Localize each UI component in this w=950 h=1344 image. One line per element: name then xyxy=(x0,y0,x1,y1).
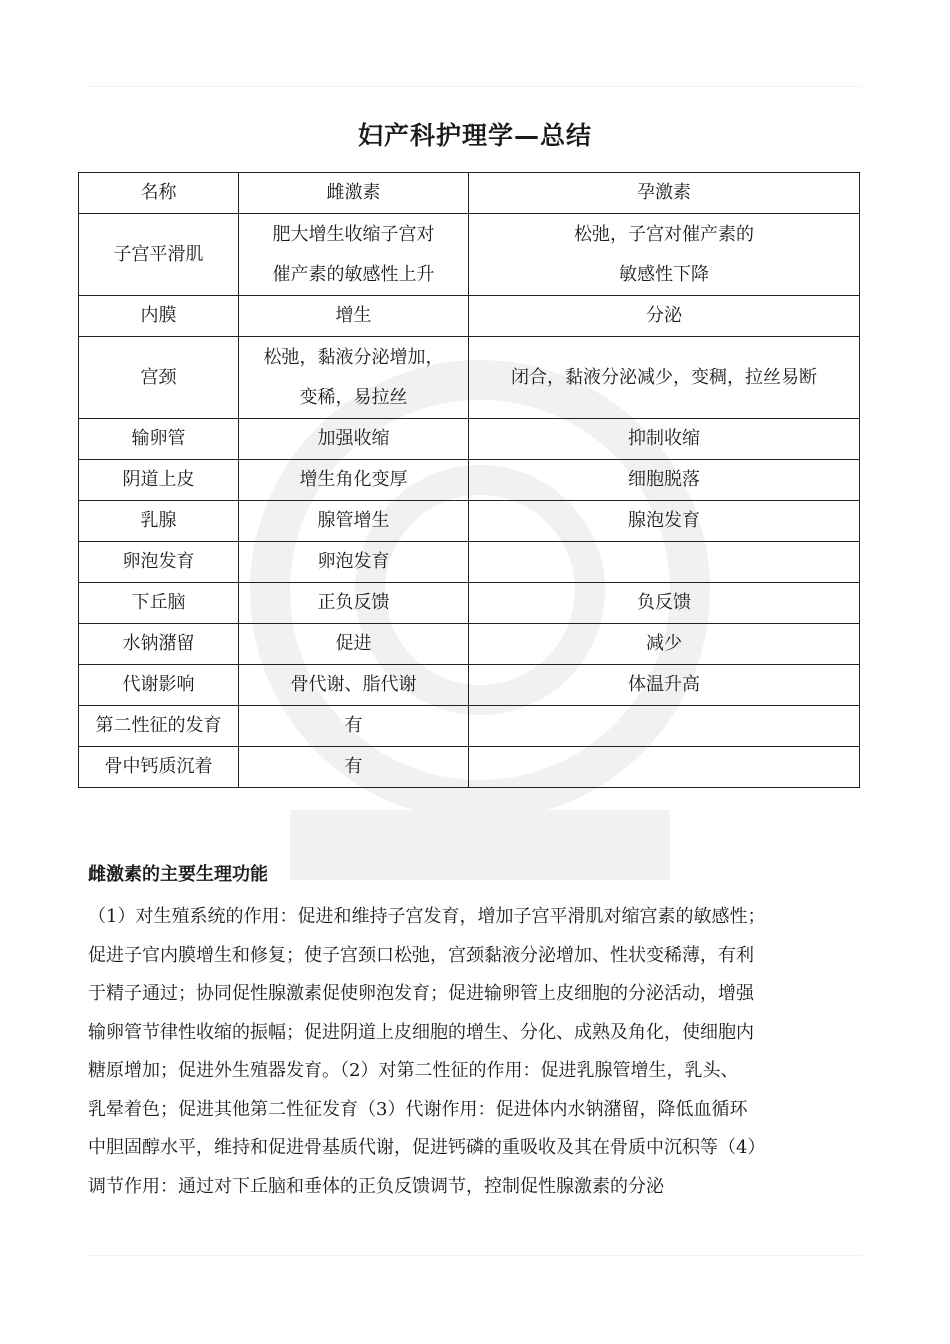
row-name-cell: 阴道上皮 xyxy=(79,460,239,501)
table-row xyxy=(79,460,860,501)
progesterone-cell xyxy=(469,296,860,337)
estrogen-cell xyxy=(239,419,469,460)
estrogen-cell xyxy=(239,542,469,583)
estrogen-cell-line: 正负反馈 xyxy=(317,592,390,613)
estrogen-cell-line: 催产素的敏感性上升 xyxy=(272,263,435,285)
progesterone-cell-line: 闭合，黏液分泌减少，变稠，拉丝易断 xyxy=(511,366,817,388)
table-row xyxy=(79,501,860,542)
estrogen-cell xyxy=(239,583,469,624)
table-row xyxy=(79,624,860,665)
row-name-cell: 输卵管 xyxy=(79,419,239,460)
paragraph-line: 中胆固醇水平，维持和促进骨基质代谢，促进钙磷的重吸收及其在骨质中沉积等（4） xyxy=(88,1137,766,1158)
estrogen-cell-line: 有 xyxy=(344,715,363,736)
estrogen-cell-line: 变稀，易拉丝 xyxy=(299,386,408,408)
estrogen-cell-line: 骨代谢、脂代谢 xyxy=(290,674,417,695)
estrogen-cell xyxy=(239,296,469,337)
hormone-comparison-table xyxy=(78,172,860,788)
estrogen-cell xyxy=(239,624,469,665)
progesterone-cell-line: 体温升高 xyxy=(628,674,700,695)
estrogen-cell-line: 松弛，黏液分泌增加， xyxy=(263,346,444,368)
estrogen-cell-line: 增生角化变厚 xyxy=(299,469,408,490)
estrogen-cell xyxy=(239,214,469,296)
table-row xyxy=(79,419,860,460)
paragraph-line: 乳晕着色；促进其他第二性征发育（3）代谢作用：促进体内水钠潴留，降低血循环 xyxy=(88,1098,748,1120)
row-name-cell: 下丘脑 xyxy=(79,583,239,624)
progesterone-cell-line: 腺泡发育 xyxy=(628,510,700,531)
estrogen-cell xyxy=(239,706,469,747)
table-row xyxy=(79,583,860,624)
progesterone-cell xyxy=(469,624,860,665)
header-progesterone: 孕激素 xyxy=(469,173,860,214)
row-name-cell: 宫颈 xyxy=(79,337,239,419)
row-name-cell: 子宫平滑肌 xyxy=(79,214,239,296)
progesterone-cell xyxy=(469,542,860,583)
estrogen-cell xyxy=(239,747,469,788)
table-row xyxy=(79,706,860,747)
paragraph-line: 输卵管节律性收缩的振幅；促进阴道上皮细胞的增生、分化、成熟及角化，使细胞内 xyxy=(88,1021,754,1043)
section-heading: 雌激素的主要生理功能 xyxy=(88,864,268,885)
row-name-cell: 水钠潴留 xyxy=(79,624,239,665)
estrogen-cell-line: 增生 xyxy=(335,305,372,326)
progesterone-cell-line: 细胞脱落 xyxy=(628,469,700,490)
row-name-cell: 骨中钙质沉着 xyxy=(79,747,239,788)
estrogen-cell xyxy=(239,460,469,501)
table-row xyxy=(79,542,860,583)
estrogen-cell-line: 促进 xyxy=(335,633,372,654)
progesterone-cell xyxy=(469,583,860,624)
estrogen-cell xyxy=(239,665,469,706)
progesterone-cell-line: 松弛，子宫对催产素的 xyxy=(574,223,754,245)
progesterone-cell xyxy=(469,419,860,460)
top-rule xyxy=(88,86,862,87)
progesterone-cell-line: 减少 xyxy=(646,633,682,654)
table-row xyxy=(79,296,860,337)
paragraph-line: 促进子官内膜增生和修复；使子宫颈口松弛，宫颈黏液分泌增加、性状变稀薄，有利 xyxy=(88,944,754,966)
table-header-row xyxy=(79,173,860,214)
progesterone-cell xyxy=(469,337,860,419)
progesterone-cell xyxy=(469,665,860,706)
header-name: 名称 xyxy=(79,173,239,214)
estrogen-cell-line: 加强收缩 xyxy=(317,428,390,449)
section-paragraph xyxy=(88,898,878,1206)
table-row xyxy=(79,747,860,788)
progesterone-cell xyxy=(469,747,860,788)
progesterone-cell-line: 负反馈 xyxy=(637,592,691,613)
progesterone-cell xyxy=(469,214,860,296)
estrogen-cell-line: 卵泡发育 xyxy=(317,551,390,572)
estrogen-cell-line: 腺管增生 xyxy=(317,510,390,531)
paragraph-line: （1）对生殖系统的作用：促进和维持子宫发育，增加子宫平滑肌对缩宫素的敏感性； xyxy=(88,906,766,927)
page-title: 妇产科护理学—总结 xyxy=(357,121,592,150)
estrogen-cell xyxy=(239,337,469,419)
estrogen-cell-line: 肥大增生收缩子宫对 xyxy=(272,223,435,245)
progesterone-cell-line: 敏感性下降 xyxy=(619,263,709,285)
bottom-rule xyxy=(88,1255,862,1256)
estrogen-cell-line: 有 xyxy=(344,756,363,777)
table-row xyxy=(79,214,860,296)
progesterone-cell-line: 分泌 xyxy=(646,305,682,326)
table-row xyxy=(79,337,860,419)
row-name-cell: 代谢影响 xyxy=(79,665,239,706)
row-name-cell: 内膜 xyxy=(79,296,239,337)
paragraph-line: 糖原增加；促进外生殖器发育。（2）对第二性征的作用：促进乳腺管增生，乳头、 xyxy=(88,1060,739,1081)
progesterone-cell xyxy=(469,706,860,747)
row-name-cell: 第二性征的发育 xyxy=(79,706,239,747)
table-row xyxy=(79,665,860,706)
paragraph-line: 调节作用：通过对下丘脑和垂体的正负反馈调节，控制促性腺激素的分泌 xyxy=(88,1175,664,1197)
paragraph-line: 于精子通过；协同促性腺激素促使卵泡发育；促进输卵管上皮细胞的分泌活动，增强 xyxy=(88,983,754,1004)
progesterone-cell xyxy=(469,501,860,542)
row-name-cell: 乳腺 xyxy=(79,501,239,542)
progesterone-cell-line: 抑制收缩 xyxy=(628,428,700,449)
progesterone-cell xyxy=(469,460,860,501)
header-estrogen: 雌激素 xyxy=(239,173,469,214)
row-name-cell: 卵泡发育 xyxy=(79,542,239,583)
estrogen-cell xyxy=(239,501,469,542)
